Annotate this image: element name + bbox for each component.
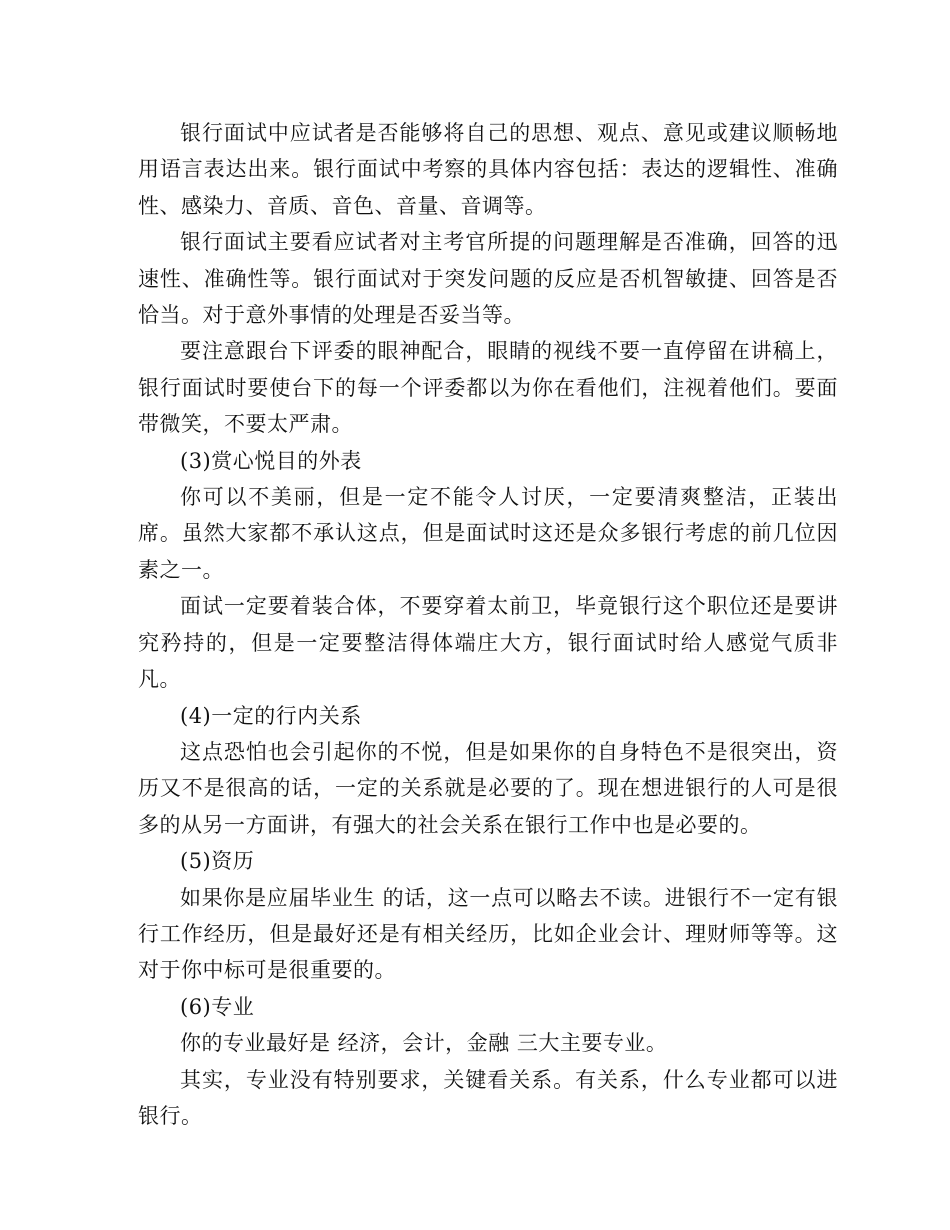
paragraph-dress: 面试一定要着装合体，不要穿着太前卫，毕竟银行这个职位还是要讲究矜持的，但是一定要整洁得体端庄大方，银行面试时给人感觉气质非凡。 [138,594,838,692]
paragraph-oral-expression: 银行面试中应试者是否能够将自己的思想、观点、意见或建议顺畅地用语言表达出来。银行面试中考察的具体内容包括：表达的逻辑性、准确性、感染力、音质、音色、音量、音调等。 [138,121,838,218]
paragraph-connections: 这点恐怕也会引起你的不悦，但是如果你的自身特色不是很突出，资历又不是很高的话，一定的关系就是必要的了。现在想进银行的人可是很多的从另一方面讲，有强大的社会关系在银行工作中也是必要的。 [138,739,838,837]
heading-major: (6)专业 [180,994,255,1019]
heading-connections: (4)一定的行内关系 [180,703,362,728]
paragraph-appearance: 你可以不美丽，但是一定不能令人讨厌，一定要清爽整洁，正装出席。虽然大家都不承认这点，但是面试时这还是众多银行考虑的前几位因素之一。 [138,485,838,582]
paragraph-major-note: 其实，专业没有特别要求，关键看关系。有关系，什么专业都可以进银行。 [138,1067,838,1128]
document-page [138,115,838,1134]
heading-experience: (5)资历 [180,849,255,874]
paragraph-comprehension: 银行面试主要看应试者对主考官所提的问题理解是否准确，回答的迅速性、准确性等。银行面试对于突发问题的反应是否机智敏捷、回答是否恰当。对于意外事情的处理是否妥当等。 [138,230,838,328]
paragraph-major: 你的专业最好是 经济，会计，金融 三大主要专业。 [180,1031,668,1056]
paragraph-eye-contact: 要注意跟台下评委的眼神配合，眼睛的视线不要一直停留在讲稿上，银行面试时要使台下的每一个评委都以为你在看他们，注视着他们。要面带微笑，不要太严肃。 [138,339,838,437]
paragraph-experience: 如果你是应届毕业生 的话，这一点可以略去不读。进银行不一定有银行工作经历，但是最好还是有相关经历，比如企业会计、理财师等等。这对于你中标可是很重要的。 [138,885,838,983]
heading-appearance: (3)赏心悦目的外表 [180,448,362,473]
